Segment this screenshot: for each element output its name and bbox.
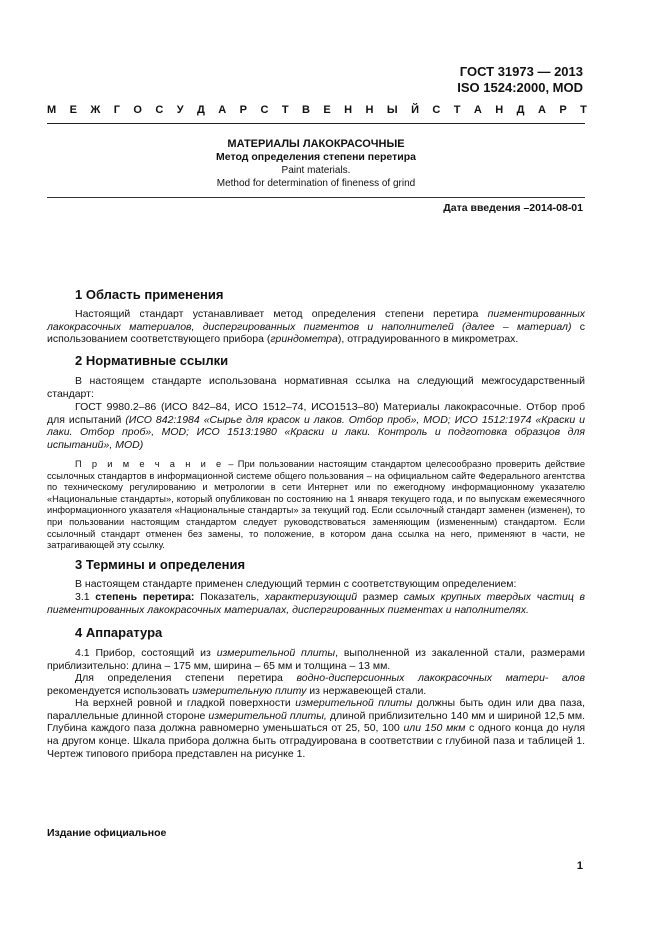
text-run-italic: (ИСО 842:1984 «Сырье для красок и лаков. Отбор проб», MOD; ИСО 1512:1974 «Краски и лаки. Отбор проб», MOD; ИСО 1513:1980 «Краски и лаки. Контроль и подготовка образцов для испытаний», MOD) (47, 413, 585, 452)
text-run-italic: измерительной плиты (216, 647, 336, 659)
standard-number: ГОСТ 31973 — 2013 (459, 64, 583, 79)
text-run: Для определения степени перетира (75, 672, 297, 684)
banner-letter: Т (580, 104, 587, 116)
title-block (47, 138, 585, 190)
text-run: В настоящем стандарте применен следующий термин с соответствующим определением: (75, 578, 517, 590)
text-run: из нержавеющей стали. (306, 684, 427, 697)
introduction-date: Дата введения –2014-08-01 (443, 202, 583, 214)
text-run: В настоящем стандарте использована нормативная ссылка на следующий межгосударственный стандарт: (47, 375, 585, 400)
text-run-italic: самых крупных твердых частиц в пигментированных лакокрасочных материалах, диспергированных пигментах и наполнителях. (47, 591, 586, 616)
definition-number: 3.1 (75, 591, 96, 603)
banner-letter: А (473, 104, 482, 116)
text-run-italic: измерительной плиты (295, 697, 413, 709)
text-run-italic: измерительной плиты, (208, 709, 327, 722)
banner-letter: А (218, 104, 227, 116)
section-4-paragraph-1 (47, 647, 585, 672)
banner-letter: Й (411, 104, 419, 116)
interstate-standard-banner (47, 104, 587, 116)
banner-letter: Р (239, 104, 248, 116)
banner-letter: А (537, 104, 546, 116)
text-run-italic: характеризующий (264, 591, 358, 603)
section-3-definition (47, 591, 585, 616)
banner-letter: Г (113, 104, 120, 116)
title-rule (47, 197, 585, 198)
note-text: – При пользовании настоящим стандартом целесообразно проверить действие ссылочных стандартов в информационной системе общего пользования – на официальном сайте Федерального агентства по техническому регулированию и метрологии в сети Интернет или по ежегодному информационному указателю «Национальные стандарты», который опубликован по состоянию на 1 января текущего года, и по выпускам ежемесячного информационного указателя «Национальные стандарты» за текущий год. Если ссылочный стандарт заменен (изменен), то при пользовании настоящим стандартом следует руководствоваться заменяющим (измененным) стандартом. Если ссылочный стандарт отменен без замены, то положение, в котором дана ссылка на него, применяют в части, не затрагивающей эту ссылку. (47, 459, 585, 551)
banner-letter: Т (281, 104, 289, 116)
banner-letter: Ж (90, 104, 101, 116)
text-run: размер (357, 591, 404, 603)
text-run: должны быть один или два паза, параллельные длинной стороне (47, 697, 586, 722)
banner-letter: С (260, 104, 269, 116)
banner-letter: М (47, 104, 57, 116)
banner-letter: Е (69, 104, 77, 116)
note-label: П р и м е ч а н и е (75, 459, 225, 469)
title-ru-sub: Метод определения степени перетира (216, 151, 416, 163)
text-run-italic: пигментированных лакокрасочных материалов, диспергированных пигментов и наполнителей (далее – материал) (47, 308, 585, 333)
page-number: 1 (576, 860, 583, 872)
text-run: ГОСТ 9980.2–86 (ИСО 842–84, ИСО 1512–74, ИСО1513–80) Материалы лакокрасочные. Отбор проб для испытаний (47, 401, 585, 426)
text-run: с использованием соответствующего прибора ( (47, 320, 585, 346)
banner-letter: Т (453, 104, 461, 116)
section-2-paragraph-1 (47, 375, 585, 400)
banner-letter: О (133, 104, 142, 116)
banner-letter: Н (344, 104, 353, 116)
banner-letter: Р (559, 104, 567, 116)
section-4-paragraph-2 (47, 672, 585, 697)
text-run: Настоящий стандарт устанавливает метод определения степени перетира (75, 308, 488, 320)
text-run: длиной приблизительно 140 мм и шириной 12,5 мм. Глубина каждого паза должна равномерно уменьшаться от 25, 50, 100 (47, 709, 585, 735)
section-4-paragraph-3 (47, 697, 585, 761)
section-4-heading: 4 Аппаратура (75, 625, 163, 640)
banner-letter: Н (365, 104, 374, 116)
title-en-main: Paint materials. (281, 165, 351, 176)
banner-letter: В (301, 104, 310, 116)
text-run: , выполненной из закаленной стали, размерами приблизительно: длина – 175 мм, ширина – 65 мм и толщина – 13 мм. (47, 647, 586, 672)
section-3-heading: 3 Термины и определения (75, 557, 246, 572)
banner-letter: Е (323, 104, 331, 116)
section-1-heading: 1 Область применения (75, 287, 224, 302)
section-2-note (47, 459, 585, 552)
text-run-italic: гриндометра (270, 333, 338, 346)
banner-letter: С (432, 104, 441, 116)
section-2-reference (47, 401, 585, 452)
banner-letter: Н (495, 104, 504, 116)
section-3-paragraph-1 (47, 578, 585, 591)
banner-letter: С (155, 104, 164, 116)
banner-letter: У (176, 104, 184, 116)
text-run-italic: или 150 мкм (403, 722, 466, 735)
text-run: Показатель, (194, 591, 265, 603)
text-run-italic: измерительную плиту (192, 684, 307, 697)
title-en-sub: Method for determination of fineness of grind (216, 178, 416, 189)
text-run: ), отградуированного в микрометрах. (337, 333, 519, 346)
title-ru-main: МАТЕРИАЛЫ ЛАКОКРАСОЧНЫЕ (227, 138, 405, 150)
banner-letter: Д (516, 104, 525, 116)
text-run: 4.1 Прибор, состоящий из (75, 647, 217, 659)
section-2-heading: 2 Нормативные ссылки (75, 353, 229, 368)
defined-term: степень перетира: (95, 591, 195, 603)
text-run-italic: водно-дисперсионных лакокрасочных матери- алов (296, 672, 585, 684)
section-1-paragraph (47, 308, 585, 346)
official-edition-label: Издание официальное (47, 827, 167, 839)
header-rule (47, 123, 585, 124)
iso-reference: ISO 1524:2000, MOD (457, 80, 583, 95)
text-run: с одного конца до нуля на другом конце. Шкала прибора должна быть отградуирована в соответствии с глубиной паза и таблицей 1. Чертеж типового прибора представлен на рисунке 1. (47, 722, 586, 760)
text-run: На верхней ровной и гладкой поверхности (75, 697, 296, 709)
banner-letter: Д (197, 104, 205, 116)
text-run: рекомендуется использовать (47, 684, 193, 697)
banner-letter: Ы (386, 104, 398, 116)
